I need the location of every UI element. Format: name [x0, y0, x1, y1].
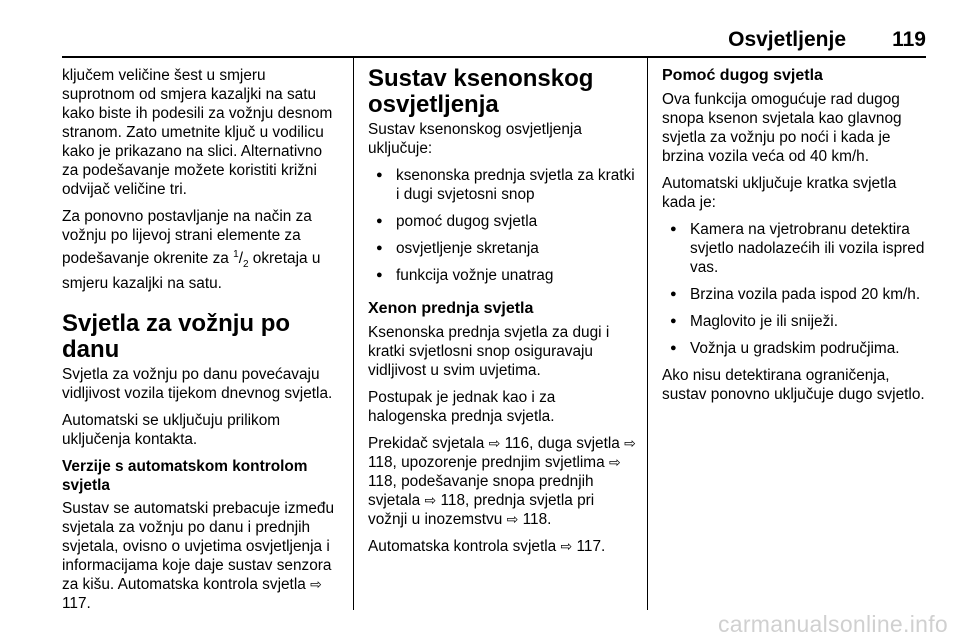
- bullet-list: [368, 166, 636, 285]
- column-divider-2: [647, 58, 648, 610]
- list-item: ● Maglovito je ili sniježi.: [662, 312, 930, 331]
- paragraph: Automatski se uključuju prilikom uključenja kontakta.: [62, 412, 281, 449]
- paragraph-fraction: Za ponovno postavljanje na način za vožnju po lijevoj strani elemente za podešavanje okrenite za $^1/_2$ okretaja u smjeru kazaljki na satu.: [62, 208, 321, 293]
- section-heading: Sustav ksenonskog osvjetljenja: [368, 65, 594, 118]
- list-item: ● osvjetljenje skretanja: [368, 239, 636, 258]
- page-reference[interactable]: 117.: [62, 595, 91, 613]
- paragraph: Svjetla za vožnju po danu povećavaju vidljivost vozila tijekom dnevnog svjetla.: [62, 366, 333, 403]
- list-item: ● Vožnja u gradskim područjima.: [662, 339, 930, 358]
- page-reference-icon: ⇨: [608, 454, 621, 470]
- list-item: ● ksenonska prednja svjetla za kratki i dugi svjetosni snop: [368, 166, 636, 204]
- paragraph: Sustav ksenonskog osvjetljenja uključuje:: [368, 121, 582, 157]
- page-reference[interactable]: 118.: [522, 511, 552, 528]
- paragraph-references: Prekidač svjetala ⇨ 116, duga svjetla ⇨ 118, upozorenje prednjim svjetlima ⇨ 118, podešavanje snopa prednjih svjetala ⇨ 118, prednja svjetla pri vožnji u inozemstvu ⇨ 118.: [368, 435, 636, 528]
- fraction-denominator: 2: [242, 259, 249, 271]
- paragraph: Automatski uključuje kratka svjetla kada je:: [662, 175, 897, 211]
- fraction-numerator: 1: [233, 249, 239, 260]
- page-reference[interactable]: 118, upozorenje prednjim svjetlima: [368, 454, 605, 471]
- paragraph: Sustav se automatski prebacuje između svjetala za vožnju po danu i prednjih svjetala, ovisno o uvjetima osvjetljenja i informacijama koje daje sustav senzora za kišu. Automatska kontrola svjetla ⇨ 117.: [62, 500, 335, 613]
- page-title: Osvjetljenje: [728, 28, 846, 51]
- column-left: [62, 66, 342, 621]
- page-reference-icon: ⇨: [488, 435, 501, 451]
- subsection-heading: Pomoć dugog svjetla: [662, 67, 823, 84]
- column-right: [662, 66, 930, 412]
- page-reference-icon: ⇨: [624, 435, 636, 451]
- list-item: ● Brzina vozila pada ispod 20 km/h.: [662, 285, 930, 304]
- list-item: ● pomoć dugog svjetla: [368, 212, 636, 231]
- page-header: [62, 24, 926, 58]
- page-reference[interactable]: 118, prednja svjetla pri vožnji u inozemstvu: [368, 492, 595, 528]
- paragraph: Ako nisu detektirana ograničenja, sustav ponovno uključuje dugo svjetlo.: [662, 367, 925, 403]
- header-rule: [62, 56, 926, 58]
- paragraph: Automatska kontrola svjetla ⇨ 117.: [368, 538, 606, 555]
- paragraph: Ova funkcija omogućuje rad dugog snopa ksenon svjetala kao glavnog svjetla za vožnju po noći i kada je brzina vozila veća od 40 km/h.: [662, 91, 902, 165]
- paragraph: ključem veličine šest u smjeru suprotnom od smjera kazaljki na satu kako biste ih podesili za vožnju desnom stranom. Zato umetnite ključ u vodilicu kako je prikazano na slici. Alternativno za podešavanje možete koristiti križni odvijač veličine tri.: [62, 67, 333, 198]
- paragraph: Ksenonska prednja svjetla za dugi i kratki svjetlosni snop osiguravaju vidljivost u svim uvjetima.: [368, 324, 610, 379]
- page-reference[interactable]: 117.: [576, 538, 606, 555]
- page-reference-icon: ⇨: [310, 576, 322, 593]
- paragraph: Postupak je jednak kao i za halogenska prednja svjetla.: [368, 389, 556, 425]
- page-reference[interactable]: 118, podešavanje snopa prednjih svjetala: [368, 473, 594, 509]
- bullet-list: [662, 220, 930, 358]
- column-middle: [368, 66, 636, 564]
- subsection-heading: Xenon prednja svjetla: [368, 300, 534, 317]
- watermark: carmanualsonline.info: [717, 611, 948, 637]
- section-heading: Svjetla za vožnju po danu: [62, 310, 291, 364]
- list-item: ● funkcija vožnje unatrag: [368, 266, 636, 285]
- page-reference-icon: ⇨: [506, 511, 519, 527]
- list-item: ● Kamera na vjetrobranu detektira svjetlo nadolazećih ili vozila ispred vas.: [662, 220, 930, 277]
- page-reference-icon: ⇨: [424, 492, 437, 508]
- page-number: 119: [892, 28, 926, 51]
- subsection-heading: Verzije s automatskom kontrolom svjetla: [62, 458, 308, 495]
- page-reference[interactable]: 116, duga svjetla: [504, 435, 620, 452]
- page-reference-icon: ⇨: [560, 538, 573, 554]
- column-divider-1: [353, 58, 354, 610]
